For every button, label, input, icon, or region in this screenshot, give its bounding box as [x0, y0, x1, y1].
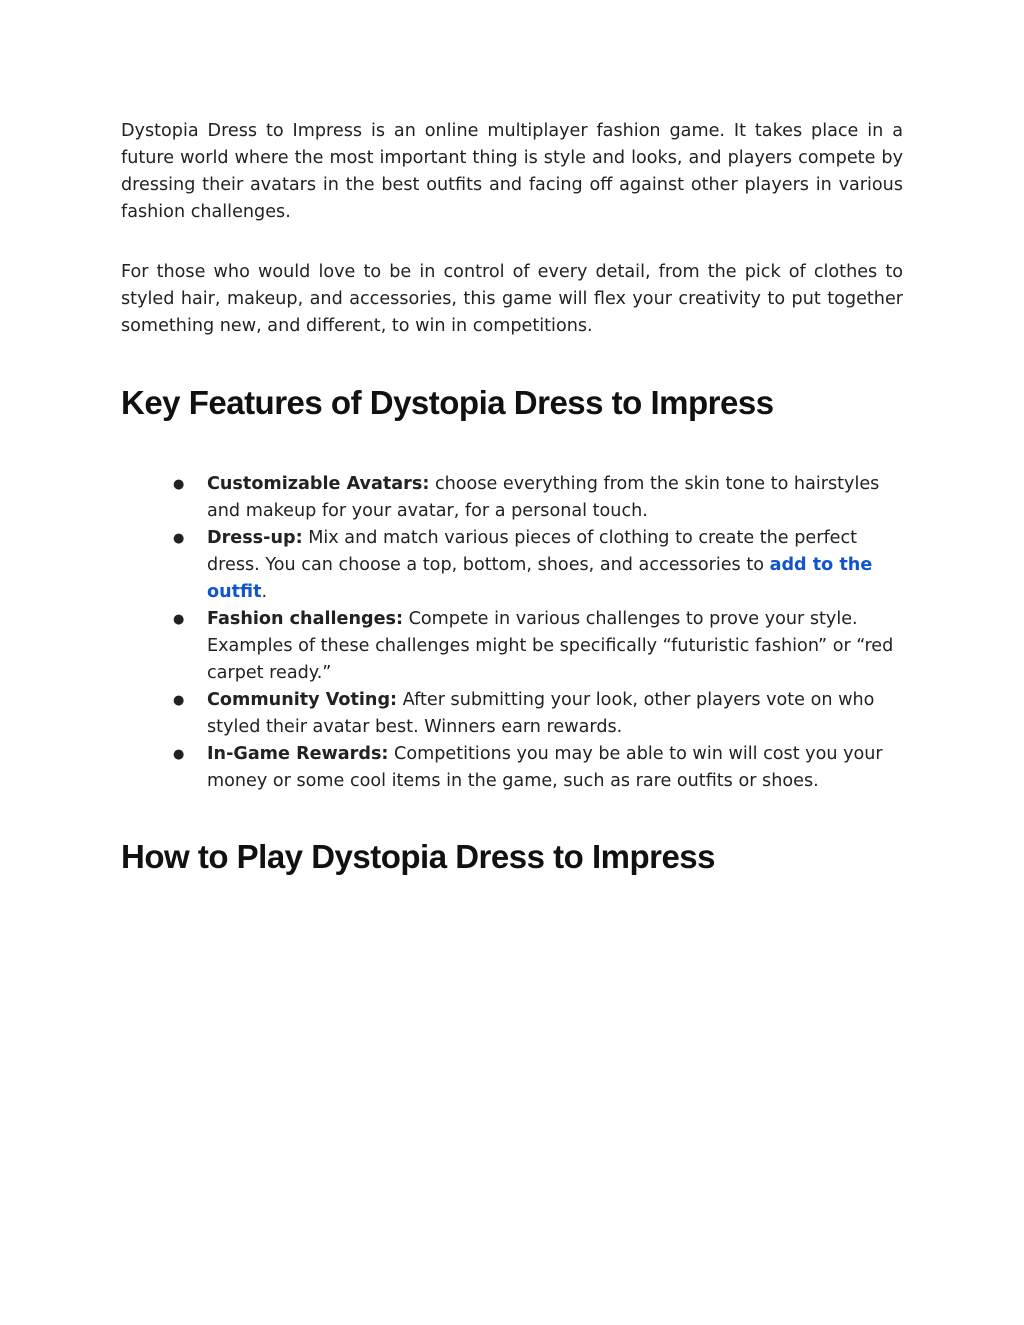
- bullet-icon: ●: [173, 531, 185, 546]
- feature-text: Compete in various challenges to prove your style. Examples of these challenges might be specifically “futuristic fashion” or “red carpet ready.”: [207, 609, 894, 683]
- list-item: [173, 741, 903, 795]
- list-item: [173, 687, 903, 741]
- key-features-list: [121, 471, 903, 795]
- bullet-icon: ●: [173, 477, 185, 492]
- bullet-icon: ●: [173, 612, 185, 627]
- feature-text: Mix and match various pieces of clothing to create the perfect dress. You can choose a top, bottom, shoes, and accessories to: [207, 528, 858, 575]
- feature-text: After submitting your look, other players vote on who styled their avatar best. Winners earn rewards.: [207, 690, 875, 737]
- list-item: [173, 606, 903, 687]
- intro-paragraph-1: Dystopia Dress to Impress is an online multiplayer fashion game. It takes place in a future world where the most important thing is style and looks, and players compete by dressing their avatars in the best outfits and facing off against other players in various fashion challenges.: [121, 121, 903, 222]
- feature-text-end: .: [261, 582, 268, 602]
- bullet-icon: ●: [173, 693, 185, 708]
- document-page: [121, 118, 903, 877]
- add-to-outfit-link[interactable]: add to the outfit: [207, 555, 873, 602]
- intro-paragraph-2: For those who would love to be in control of every detail, from the pick of clothes to styled hair, makeup, and accessories, this game will flex your creativity to put together something new, and different, to win in competitions.: [121, 262, 903, 336]
- feature-text: Competitions you may be able to win will cost you your money or some cool items in the game, such as rare outfits or shoes.: [207, 744, 883, 791]
- bullet-icon: ●: [173, 747, 185, 762]
- feature-title: In-Game Rewards:: [207, 744, 389, 764]
- feature-title: Dress-up:: [207, 528, 303, 548]
- how-to-play-heading: How to Play Dystopia Dress to Impress: [121, 838, 716, 875]
- feature-title: Customizable Avatars:: [207, 474, 430, 494]
- key-features-heading: Key Features of Dystopia Dress to Impress: [121, 384, 774, 421]
- list-item: [173, 471, 903, 525]
- list-item: [173, 525, 903, 606]
- feature-title: Community Voting:: [207, 690, 398, 710]
- feature-title: Fashion challenges:: [207, 609, 404, 629]
- feature-text: choose everything from the skin tone to hairstyles and makeup for your avatar, for a personal touch.: [207, 474, 880, 521]
